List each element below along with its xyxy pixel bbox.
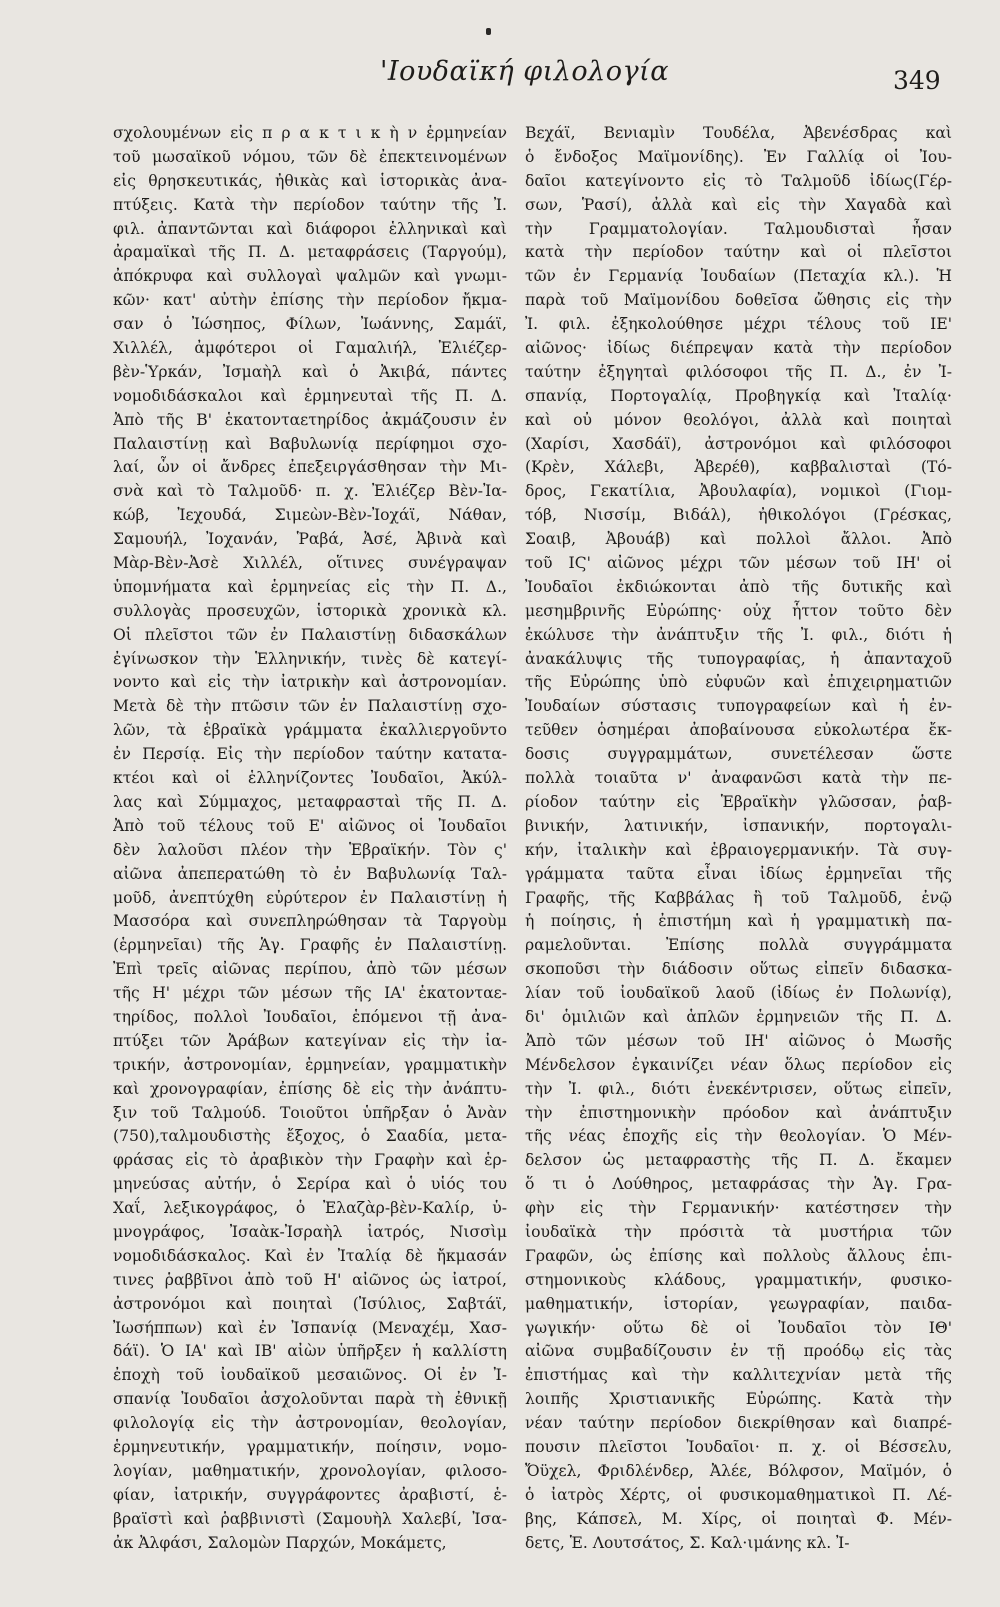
text-line: Γραφῶν, ὡς ἐπίσης καὶ πολλοὺς ἄλλους ἐπι-: [525, 1246, 952, 1265]
text-line: ἐπιστήμας καὶ τὴν καλλιτεχνίαν μετὰ τῆς: [525, 1366, 952, 1385]
text-line: ὑπομνήματα καὶ ἑρμηνείας εἰς τὴν Π. Δ.,: [113, 577, 507, 596]
text-line: λαί, ὧν οἱ ἄνδρες ἐπεξειργάσθησαν τὴν Μι-: [113, 458, 507, 477]
text-line: ταύτην ἐξηγηταὶ φιλόσοφοι τῆς Π. Δ., ἐν Ἰ-: [525, 362, 952, 381]
text-line: κτέοι καὶ οἱ ἑλληνίζοντες Ἰουδαῖοι, Ἀκύλ-: [113, 769, 507, 788]
text-line: δὲν λαλοῦσι πλέον τὴν Ἑβραϊκήν. Τὸν ς': [113, 840, 507, 859]
text-line: φράσας εἰς τὸ ἀραβικὸν τὴν Γραφὴν καὶ ἑρ-: [113, 1151, 507, 1170]
left-text-column: [113, 122, 507, 1555]
text-line: Χιλλέλ, ἀμφότεροι οἱ Γαμαλιήλ, Ἐλιέζερ-: [113, 339, 507, 358]
text-line: τόβ, Νισσίμ, Βιδάλ), ἠθικολόγοι (Γρέσκας,: [525, 506, 952, 525]
text-line: Χαΐ, λεξικογράφος, ὁ Ἐλαζὰρ-βὲν-Καλίρ, ὑ-: [113, 1199, 507, 1218]
text-line: δι' ὁμιλιῶν καὶ ἁπλῶν ἑρμηνειῶν τῆς Π. Δ.: [525, 1007, 952, 1026]
text-line: μαθηματικήν, ἱστορίαν, γεωγραφίαν, παιδα-: [525, 1294, 952, 1313]
text-line: Ἀπὸ τοῦ τέλους τοῦ Ε' αἰῶνος οἱ Ἰουδαῖοι: [113, 816, 507, 835]
text-line: Ἀπὸ τῶν μέσων τοῦ ΙΗ' αἰῶνος ὁ Μωσῆς: [525, 1031, 952, 1050]
text-line: ἑρμηνευτικήν, γραμματικήν, ποίησιν, νομο-: [113, 1437, 507, 1456]
text-line: μηνεύσας αὐτήν, ὁ Σερίρα καὶ ὁ υἱός του: [113, 1175, 507, 1194]
text-line: δαῖοι κατεγίνοντο εἰς τὸ Ταλμοῦδ ἰδίως(Γέρ-: [525, 171, 952, 190]
text-line: Παλαιστίνῃ καὶ Βαβυλωνίᾳ περίφημοι σχο-: [113, 434, 507, 453]
text-line: πτύξει τῶν Ἀράβων κατεγίναν εἰς τὴν ἰα-: [113, 1031, 507, 1050]
text-line: τῆς Εὐρώπης ὑπὸ εὐφυῶν καὶ ἐπιχειρηματιῶν: [525, 673, 952, 692]
text-line: ὁ ἔνδοξος Μαϊμονίδης). Ἐν Γαλλίᾳ οἱ Ἰου-: [525, 147, 952, 166]
text-line: αἰῶνος· ἰδίως διέπρεψαν κατὰ τὴν περίοδον: [525, 339, 952, 358]
text-line: ἐκώλυσε τὴν ἀνάπτυξιν τῆς Ἰ. φιλ., διότι ἡ: [525, 625, 952, 644]
text-line: σχολουμένων εἰς π ρ α κ τ ι κ ὴ ν ἑρμηνείαν: [113, 124, 507, 142]
text-line: στημονικοὺς κλάδους, γραμματικήν, φυσικο-: [525, 1270, 952, 1289]
text-line: Γραφῆς, τῆς Καββάλας ἢ τοῦ Ταλμοῦδ, ἐνῷ: [525, 888, 952, 907]
text-line: κώβ, Ἰεχουδά, Σιμεὼν-Βὲν-Ἰοχάϊ, Νάθαν,: [113, 506, 507, 525]
text-line: δετς, Ἑ. Λουτσάτος, Σ. Καλ·ιμάνης κλ. Ἰ-: [525, 1533, 850, 1552]
text-line: σκοποῦσι τὴν διάδοσιν οὕτως εἰπεῖν διδασκα-: [525, 960, 952, 979]
text-line: βραϊστὶ καὶ ῥαββινιστὶ (Σαμουὴλ Χαλεβί, Ἰσα-: [113, 1509, 507, 1528]
text-line: σων, Ῥασί), ἀλλὰ καὶ εἰς τὴν Χαγαδὰ καὶ: [525, 195, 952, 214]
text-line: φιλ. ἀπαντῶνται καὶ διάφοροι ἑλληνικαὶ καὶ: [113, 219, 507, 238]
text-line: νομοδιδάσκαλοι καὶ ἑρμηνευταὶ τῆς Π. Δ.: [113, 386, 507, 405]
text-line: Ἐπὶ τρεῖς αἰῶνας περίπου, ἀπὸ τῶν μέσων: [113, 960, 507, 979]
text-line: σπανίᾳ Ἰουδαῖοι ἀσχολοῦνται παρὰ τὴ ἐθνικῇ: [113, 1390, 507, 1409]
text-line: σπανίᾳ, Πορτογαλίᾳ, Προβηγκίᾳ καὶ Ἰταλίᾳ·: [525, 386, 952, 405]
text-line: τῶν ἐν Γερμανίᾳ Ἰουδαίων (Πεταχία κλ.). Ἡ: [525, 267, 952, 286]
text-line: ἐν Περσίᾳ. Εἰς τὴν περίοδον ταύτην κατατα-: [113, 745, 507, 764]
text-line: κῶν· κατ' αὐτὴν ἐπίσης τὴν περίοδον ἤκμα-: [113, 291, 507, 310]
text-line: τοῦ μωσαϊκοῦ νόμου, τῶν δὲ ἐπεκτεινομένων: [113, 147, 507, 166]
text-line: ἀκ Ἀλφάσι, Σαλομὼν Παρχών, Μοκάμετς,: [113, 1533, 447, 1552]
text-line: πτύξεις. Κατὰ τὴν περίοδον ταύτην τῆς Ἰ.: [113, 195, 507, 214]
text-line: δελσον ὡς μεταφραστὴς τῆς Π. Δ. ἔκαμεν: [525, 1151, 952, 1170]
text-line: τηρίδος, πολλοὶ Ἰουδαῖοι, ἑπόμενοι τῇ ἀνα-: [113, 1007, 507, 1026]
text-line: λογίαν, μαθηματικήν, χρονολογίαν, φιλοσο-: [113, 1461, 507, 1480]
text-line: τοῦ ΙϚ' αἰῶνος μέχρι τῶν μέσων τοῦ ΙΗ' οἱ: [525, 554, 952, 573]
text-line: γράμματα ταῦτα εἶναι ἰδίως ἑρμηνεῖαι τῆς: [525, 864, 952, 883]
text-line: ρίοδον ταύτην εἰς Ἑβραϊκὴν γλῶσσαν, ῥαβ-: [525, 792, 952, 811]
text-line: (750),ταλμουδιστὴς ἔξοχος, ὁ Σααδία, μετα-: [113, 1127, 507, 1146]
text-line: δρος, Γεκατίλια, Ἀβουλαφία), νομικοὶ (Γιομ-: [525, 482, 952, 501]
text-line: λοιπῆς Χριστιανικῆς Εὐρώπης. Κατὰ τὴν: [525, 1390, 952, 1409]
text-line: ὅ τι ὁ Λούθηρος, μεταφράσας τὴν Ἁγ. Γρα-: [525, 1175, 952, 1194]
text-line: Μένδελσον ἐγκαινίζει νέαν ὅλως περίοδον εἰς: [525, 1055, 952, 1074]
text-line: Ἀπὸ τῆς Β' ἑκατονταετηρίδος ἀκμάζουσιν ἐν: [113, 410, 507, 429]
text-line: ραμελοῦνται. Ἐπίσης πολλὰ συγγράμματα: [525, 936, 952, 955]
text-line: βὲν-Ὑρκάν, Ἰσμαὴλ καὶ ὁ Ἀκιβά, πάντες: [113, 362, 507, 381]
text-line: ἀστρονόμοι καὶ ποιηταὶ (Ἰσύλιος, Σαβτάϊ,: [113, 1294, 507, 1313]
text-line: τεῦθεν ὁσημέραι ἀποβαίνουσα εὐκολωτέρα ἔκ-: [525, 721, 952, 740]
running-title: 'Ιουδαϊκή φιλολογία: [380, 56, 669, 87]
text-line: λίαν τοῦ ἰουδαϊκοῦ λαοῦ (ἰδίως ἐν Πολωνίᾳ),: [525, 984, 952, 1003]
text-line: αἰῶνα ἀπεπερατώθη τὸ ἐν Βαβυλωνίᾳ Ταλ-: [113, 864, 507, 883]
text-line: Σαμουήλ, Ἰοχανάν, Ῥαβά, Ἀσέ, Ἀβινὰ καὶ: [113, 530, 507, 549]
text-line: Μὰρ-Βὲν-Ἀσὲ Χιλλέλ, οἵτινες συνέγραψαν: [113, 554, 507, 573]
text-line: Ἰουδαίων σύστασις τυπογραφείων καὶ ἡ ἐν-: [525, 697, 952, 716]
text-line: Ἰ. φιλ. ἐξηκολούθησε μέχρι τέλους τοῦ ΙΕ': [525, 315, 952, 334]
text-line: νομοδιδάσκαλος. Καὶ ἐν Ἰταλίᾳ δὲ ἤκμασάν: [113, 1246, 507, 1265]
text-line: ἀραμαϊκαὶ τῆς Π. Δ. μεταφράσεις (Ταργούμ),: [113, 243, 507, 262]
text-line: καὶ οὐ μόνον θεολόγοι, ἀλλὰ καὶ ποιηταὶ: [525, 410, 952, 429]
text-line: τῆς νέας ἐποχῆς εἰς τὴν θεολογίαν. Ὁ Μέν-: [525, 1127, 952, 1146]
page-number: 349: [893, 66, 941, 95]
text-line: τὴν Γραμματολογίαν. Ταλμουδισταὶ ἦσαν: [525, 219, 952, 238]
text-line: Μετὰ δὲ τὴν πτῶσιν τῶν ἐν Παλαιστίνῃ σχο-: [113, 697, 507, 716]
text-line: νέαν ταύτην περίοδον διεκρίθησαν καὶ διαπρέ-: [525, 1414, 952, 1433]
text-line: συλλογὰς προσευχῶν, ἱστορικὰ χρονικὰ κλ.: [113, 601, 507, 620]
text-line: (Χαρίσι, Χασδάϊ), ἀστρονόμοι καὶ φιλόσοφοι: [525, 434, 952, 453]
text-line: Ὄϋχελ, Φριδλένδερ, Ἀλέε, Βόλφσον, Μαϊμόν, ὁ: [525, 1461, 952, 1480]
text-line: λῶν, τὰ ἑβραϊκὰ γράμματα ἐκαλλιεργοῦντο: [113, 721, 507, 740]
text-line: τὴν ἐπιστημονικὴν πρόοδον καὶ ἀνάπτυξιν: [525, 1103, 952, 1122]
text-line: μοῦδ, ἀνεπτύχθη εὐρύτερον ἐν Παλαιστίνῃ ἡ: [113, 888, 507, 907]
text-line: ἡ ποίησις, ἡ ἐπιστήμη καὶ ἡ γραμματικὴ πα-: [525, 912, 952, 931]
text-line: (ἑρμηνεῖαι) τῆς Ἁγ. Γραφῆς ἐν Παλαιστίνῃ.: [113, 936, 507, 955]
text-line: δάϊ). Ὁ ΙΑ' καὶ ΙΒ' αἰὼν ὑπῆρξεν ἡ καλλίστη: [113, 1342, 507, 1361]
text-line: πολλὰ τοιαῦτα ν' ἀναφανῶσι κατὰ τὴν πε-: [525, 769, 952, 788]
text-line: ἐγίνωσκον τὴν Ἑλληνικήν, τινὲς δὲ κατεγί-: [113, 649, 507, 668]
text-line: κατὰ τὴν περίοδον ταύτην καὶ οἱ πλεῖστοι: [525, 243, 952, 262]
text-line: Μασσόρα καὶ συνεπληρώθησαν τὰ Ταργοὺμ: [113, 912, 507, 931]
text-line: φὴν εἰς τὴν Γερμανικήν· κατέστησεν τὴν: [525, 1199, 952, 1218]
text-line: σνὰ καὶ τὸ Ταλμοῦδ· π. χ. Ἐλιέζερ Βὲν-Ἰα-: [113, 482, 507, 501]
text-line: μεσημβρινῆς Εὐρώπης· οὐχ ἧττον τοῦτο δὲν: [525, 601, 952, 620]
text-line: τὴν Ἰ. φιλ., διότι ἐνεκέντρισεν, οὕτως εἰπεῖν,: [525, 1079, 952, 1098]
text-line: κήν, ἰταλικὴν καὶ ἑβραιογερμανικήν. Τὰ συγ-: [525, 840, 952, 859]
text-line: τινες ῥαββῖνοι ἀπὸ τοῦ Η' αἰῶνος ὡς ἰατροί,: [113, 1270, 507, 1289]
text-line: (Κρὲν, Χάλεβι, Ἀβερέθ), καββαλισταὶ (Τό-: [525, 458, 952, 477]
text-line: Σοαιβ, Ἀβουάβ) καὶ πολλοὶ ἄλλοι. Ἀπὸ: [525, 530, 952, 549]
text-line: ἐποχὴ τοῦ ἰουδαϊκοῦ μεσαιῶνος. Οἱ ἐν Ἰ-: [113, 1366, 507, 1385]
text-line: τρικήν, ἀστρονομίαν, ἑρμηνείαν, γραμματικὴν: [113, 1055, 507, 1074]
text-line: καὶ χρονογραφίαν, ἐπίσης δὲ εἰς τὴν ἀνάπτυ-: [113, 1079, 507, 1098]
text-line: σαν ὁ Ἰώσηπος, Φίλων, Ἰωάννης, Σαμάϊ,: [113, 315, 507, 334]
text-line: γωγικήν· οὕτω δὲ οἱ Ἰουδαῖοι τὸν ΙΘ': [525, 1318, 952, 1337]
text-line: βης, Κάπσελ, Μ. Χίρς, οἱ ποιηταὶ Φ. Μέν-: [525, 1509, 952, 1528]
text-line: δοσις συγγραμμάτων, συνετέλεσαν ὥστε: [525, 745, 952, 764]
text-line: Ἰουδαῖοι ἐκδιώκονται ἀπὸ τῆς δυτικῆς καὶ: [525, 577, 952, 596]
text-line: φίαν, ἰατρικήν, συγγράφοντες ἀραβιστί, ἑ-: [113, 1485, 507, 1504]
text-line: μνογράφος, Ἰσαὰκ-Ἰσραὴλ ἰατρός, Νισσὶμ: [113, 1222, 507, 1241]
text-line: τῆς Η' μέχρι τῶν μέσων τῆς ΙΑ' ἑκατονταε-: [113, 984, 507, 1003]
text-line: Βεχάϊ, Βενιαμὶν Τουδέλα, Ἀβενέσδρας καὶ: [525, 124, 952, 142]
text-line: παρὰ τοῦ Μαϊμονίδου δοθεῖσα ὤθησις εἰς τὴν: [525, 291, 952, 310]
text-line: Οἱ πλεῖστοι τῶν ἐν Παλαιστίνῃ διδασκάλων: [113, 625, 507, 644]
right-text-column: [525, 122, 952, 1555]
text-line: ἰουδαϊκὰ τὴν πρόσιτὰ τὰ μυστήρια τῶν: [525, 1222, 952, 1241]
text-line: βινικήν, λατινικήν, ἰσπανικήν, πορτογαλι-: [525, 816, 952, 835]
text-line: ὁ ἰατρὸς Χέρτς, οἱ φυσικομαθηματικοὶ Π. Λέ-: [525, 1485, 952, 1504]
text-line: ἀνακάλυψις τῆς τυπογραφίας, ἡ ἀπανταχοῦ: [525, 649, 952, 668]
text-line: Ἰωσήππων) καὶ ἐν Ἰσπανίᾳ (Μεναχέμ, Χασ-: [113, 1318, 507, 1337]
text-line: ξιν τοῦ Ταλμούδ. Τοιοῦτοι ὑπῆρξαν ὁ Ἀνὰν: [113, 1103, 507, 1122]
text-line: πουσιν πλεῖστοι Ἰουδαῖοι· π. χ. οἱ Βέσσελυ,: [525, 1437, 952, 1456]
text-line: λας καὶ Σύμμαχος, μεταφρασταὶ τῆς Π. Δ.: [113, 792, 507, 811]
text-line: ἀπόκρυφα καὶ συλλογαὶ ψαλμῶν καὶ γνωμι-: [113, 267, 507, 286]
text-line: φιλολογίᾳ εἰς τὴν ἀστρονομίαν, θεολογίαν,: [113, 1414, 507, 1433]
ink-speck: [486, 28, 491, 35]
text-line: αἰῶνα συμβαδίζουσιν ἐν τῇ προόδῳ εἰς τὰς: [525, 1342, 952, 1361]
text-line: εἰς θρησκευτικάς, ἠθικὰς καὶ ἱστορικὰς ἀνα-: [113, 171, 507, 190]
text-line: νοντο καὶ εἰς τὴν ἰατρικὴν καὶ ἀστρονομίαν.: [113, 673, 507, 692]
